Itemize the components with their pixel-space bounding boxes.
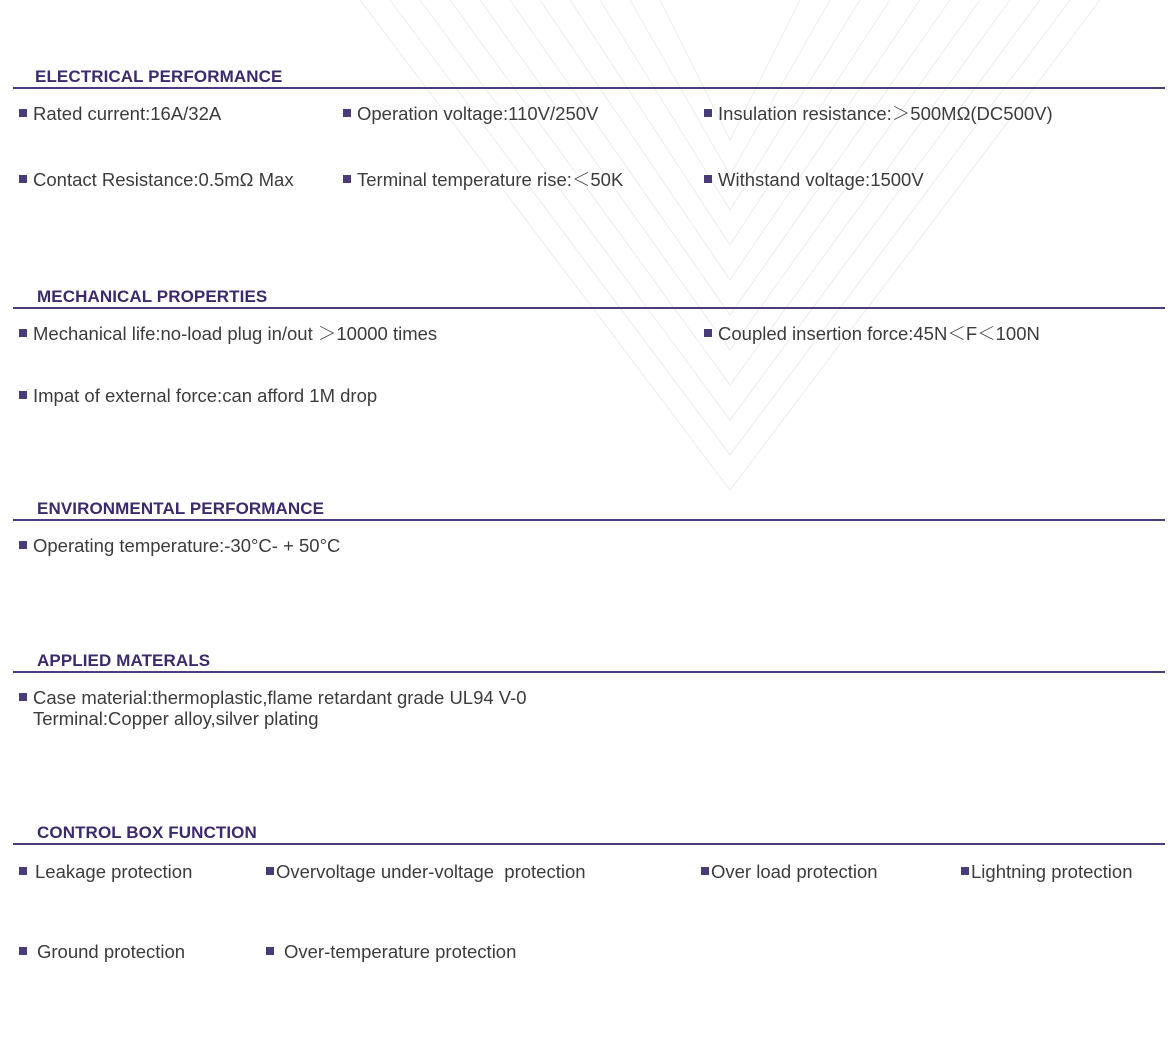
square-bullet-icon: [19, 867, 27, 875]
square-bullet-icon: [266, 867, 274, 875]
square-bullet-icon: [961, 867, 969, 875]
square-bullet-icon: [704, 109, 712, 117]
section-divider: [13, 87, 1165, 89]
function-lightning-protection: Lightning protection: [961, 861, 1132, 882]
section-divider: [13, 843, 1165, 845]
section-divider: [13, 519, 1165, 521]
square-bullet-icon: [19, 329, 27, 337]
spec-materials: [19, 687, 527, 729]
square-bullet-icon: [19, 947, 27, 955]
square-bullet-icon: [19, 541, 27, 549]
square-bullet-icon: [266, 947, 274, 955]
spec-terminal-temperature-rise: Terminal temperature rise:＜50K: [343, 169, 623, 190]
spec-operation-voltage: Operation voltage:110V/250V: [343, 103, 598, 124]
spec-operating-temperature: Operating temperature:-30°C- + 50°C: [19, 535, 340, 556]
function-leakage-protection: Leakage protection: [19, 861, 192, 882]
square-bullet-icon: [704, 329, 712, 337]
spec-terminal-material: Terminal:Copper alloy,silver plating: [33, 708, 319, 729]
spec-rated-current: Rated current:16A/32A: [19, 103, 221, 124]
square-bullet-icon: [19, 175, 27, 183]
spec-external-force: Impat of external force:can afford 1M drop: [19, 385, 377, 406]
section-divider: [13, 307, 1165, 309]
square-bullet-icon: [19, 693, 27, 701]
square-bullet-icon: [19, 391, 27, 399]
section-title-control: CONTROL BOX FUNCTION: [37, 823, 257, 842]
square-bullet-icon: [343, 175, 351, 183]
spec-mechanical-life: Mechanical life:no-load plug in/out ＞10000 times: [19, 323, 437, 344]
section-title-mechanical: MECHANICAL PROPERTIES: [37, 287, 268, 306]
square-bullet-icon: [343, 109, 351, 117]
function-over-temperature-protection: Over-temperature protection: [266, 941, 516, 962]
square-bullet-icon: [701, 867, 709, 875]
spec-insulation-resistance: Insulation resistance:＞500MΩ(DC500V): [704, 103, 1053, 124]
square-bullet-icon: [704, 175, 712, 183]
spec-contact-resistance: Contact Resistance:0.5mΩ Max: [19, 169, 294, 190]
spec-case-material: Case material:thermoplastic,flame retardant grade UL94 V-0: [33, 687, 527, 708]
spec-coupled-insertion-force: Coupled insertion force:45N＜F＜100N: [704, 323, 1040, 344]
section-title-environmental: ENVIRONMENTAL PERFORMANCE: [37, 499, 325, 518]
section-divider: [13, 671, 1165, 673]
square-bullet-icon: [19, 109, 27, 117]
function-overvoltage-protection: Overvoltage under-voltage protection: [266, 861, 586, 882]
section-title-materials: APPLIED MATERALS: [37, 651, 211, 670]
function-ground-protection: Ground protection: [19, 941, 185, 962]
spec-withstand-voltage: Withstand voltage:1500V: [704, 169, 924, 190]
section-title-electrical: ELECTRICAL PERFORMANCE: [35, 67, 283, 86]
function-overload-protection: Over load protection: [701, 861, 878, 882]
